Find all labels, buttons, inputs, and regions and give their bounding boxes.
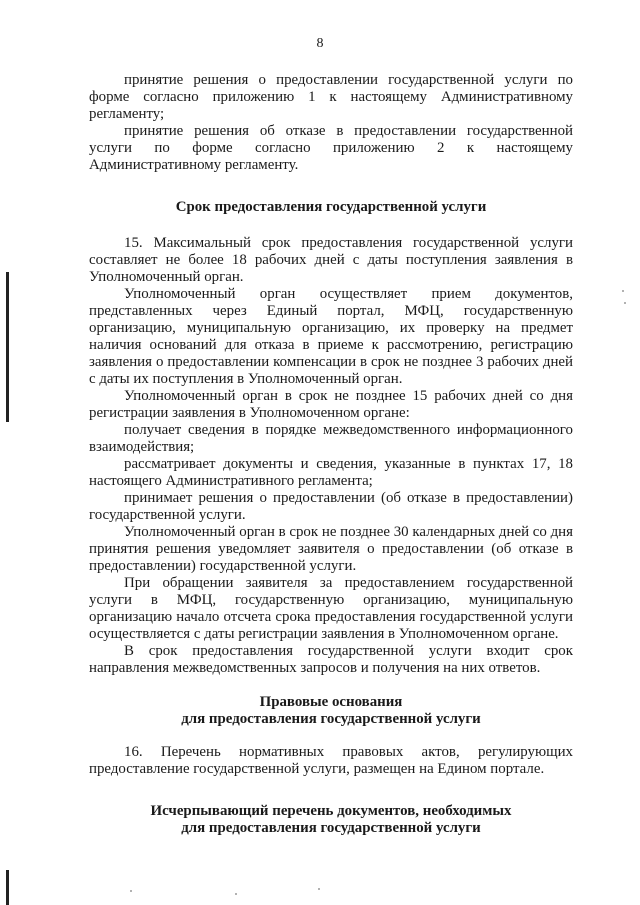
paragraph-decision-grant: принятие решения о предоставлении государственной услуги по форме согласно приложению 1 к настоящему Административному регламенту;: [89, 72, 573, 122]
left-margin-scan-line: [6, 272, 9, 422]
scan-speck: [130, 890, 132, 892]
heading-legal-line2: для предоставления государственной услуги: [181, 711, 481, 727]
paragraph-reviews-docs: рассматривает документы и сведения, указанные в пунктах 17, 18 настоящего Административного регламента;: [89, 456, 573, 489]
heading-legal-line1: Правовые основания: [259, 694, 403, 710]
scan-speck: [318, 888, 320, 890]
paragraph-includes: В срок предоставления государственной услуги входит срок направления межведомственных запросов и получения на них ответов.: [89, 643, 573, 676]
paragraph-reception: Уполномоченный орган осуществляет прием документов, представленных через Единый портал, МФЦ, государственную организацию, муниципальную организацию, их проверку на предмет наличия оснований для отказа в приеме к рассмотрению, регистрацию заявления о предоставлении компенсации в срок не позднее 3 рабочих дней с даты их поступления в Уполномоченный орган.: [89, 286, 573, 387]
paragraph-30-days: Уполномоченный орган в срок не позднее 30 календарных дней со дня принятия решения уведомляет заявителя о предоставлении (об отказе в предоставлении) государственной услуги.: [89, 524, 573, 574]
paragraph-16: 16. Перечень нормативных правовых актов, регулирующих предоставление государственной услуги, размещен на Едином портале.: [89, 744, 573, 777]
heading-docs-line2: для предоставления государственной услуги: [181, 820, 481, 836]
scan-speck: [235, 893, 237, 895]
paragraph-decision-refusal: принятие решения об отказе в предоставлении государственной услуги по форме согласно приложению 2 к настоящему Административному регламенту.: [89, 123, 573, 173]
paragraph-takes-decision: принимает решения о предоставлении (об отказе в предоставлении) государственной услуги.: [89, 490, 573, 523]
page-number: 8: [316, 36, 324, 51]
paragraph-interagency: получает сведения в порядке межведомственного информационного взаимодействия;: [89, 422, 573, 455]
paragraph-15-days: Уполномоченный орган в срок не позднее 15 рабочих дней со дня регистрации заявления в Уполномоченном органе:: [89, 388, 573, 421]
heading-term: Срок предоставления государственной услуги: [175, 199, 487, 215]
left-margin-scan-line-bottom: [6, 870, 9, 905]
scan-speck: [622, 290, 624, 292]
document-body: [89, 72, 573, 837]
scan-speck: [624, 302, 626, 304]
heading-docs-line1: Исчерпывающий перечень документов, необходимых: [150, 803, 512, 819]
paragraph-mfc: При обращении заявителя за предоставлением государственной услуги в МФЦ, государственную организацию, муниципальную организацию начало отсчета срока предоставления государственной услуги осуществляется с даты регистрации заявления в Уполномоченном органе.: [89, 575, 573, 642]
paragraph-15: 15. Максимальный срок предоставления государственной услуги составляет не более 18 рабочих дней с даты поступления заявления в Уполномоченный орган.: [89, 235, 573, 285]
